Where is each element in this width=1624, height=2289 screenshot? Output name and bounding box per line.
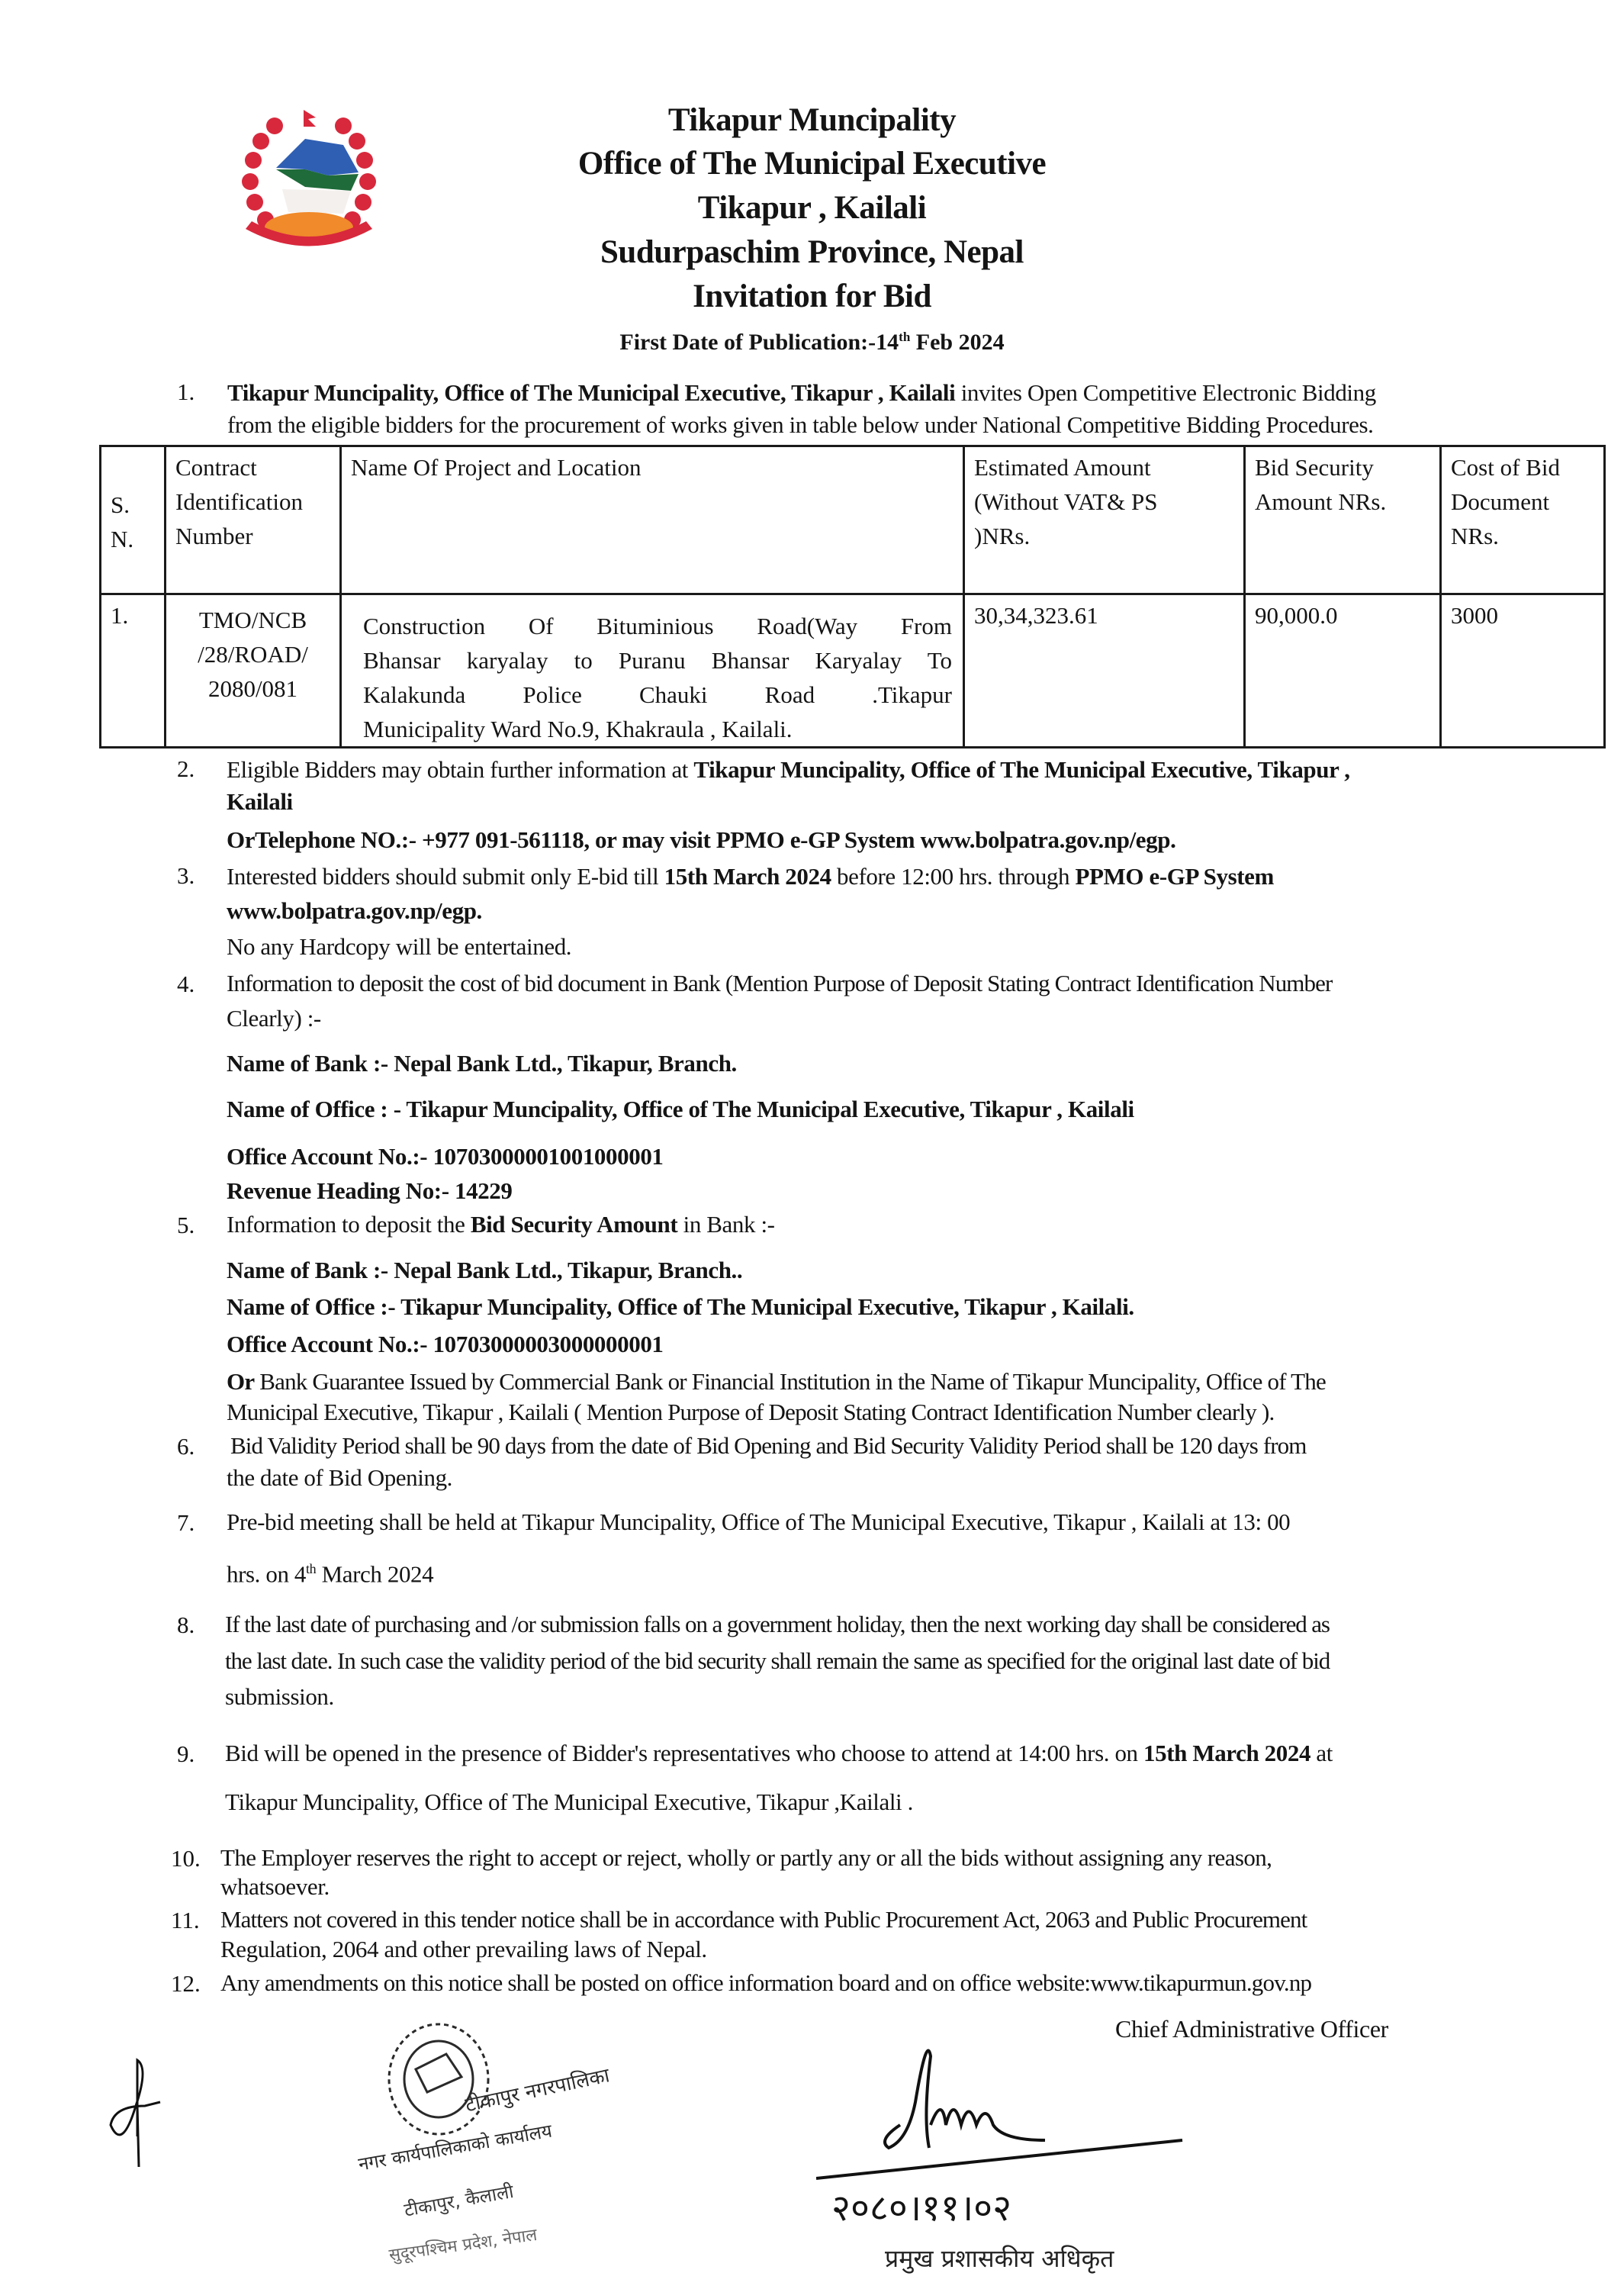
- item-11-text2: Regulation, 2064 and other prevailing laws of Nepal.: [220, 1936, 707, 1962]
- item-7-text2: [227, 1554, 433, 1589]
- item-3-date: 15th March 2024: [664, 863, 831, 890]
- header-sn-line: N.: [111, 525, 134, 552]
- project-line: Construction Of Bituminious Road(Way From: [363, 613, 952, 639]
- header-cost-line: Cost of Bid: [1451, 454, 1560, 481]
- item-3-url: [227, 897, 482, 926]
- item-8-text2: the last date. In such case the validity period of the bid security shall remain the same as specified for the original last date of bid: [225, 1647, 1330, 1674]
- item-8-text3: submission.: [225, 1683, 334, 1710]
- item-5-guarantee-text: Bank Guarantee Issued by Commercial Bank or Financial Institution in the Name of Tikapur Muncipality, Office of The: [254, 1368, 1326, 1395]
- item-3-plain1: Interested bidders should submit only E-bid till: [227, 863, 664, 890]
- item-5-or: Or: [227, 1368, 255, 1395]
- item-2-bold2: [227, 787, 293, 816]
- item-4-number: 4.: [177, 971, 195, 997]
- item-3-note: No any Hardcopy will be entertained.: [227, 933, 572, 960]
- header-security-line: Amount NRs.: [1255, 488, 1387, 515]
- item-5-text: [227, 1210, 775, 1239]
- cell-bid-security: 90,000.0: [1245, 594, 1441, 748]
- seal-line-4: सुदूरपश्चिम प्रदेश, नेपाल: [388, 2225, 539, 2265]
- cell-estimate: 30,34,323.61: [964, 594, 1245, 748]
- item-6-text2: the date of Bid Opening.: [227, 1464, 453, 1491]
- item-7-post: March 2024: [316, 1560, 434, 1588]
- header-estimate-line: Estimated Amount: [974, 454, 1151, 481]
- item-2-number: 2.: [177, 755, 195, 782]
- header-project-label: Name Of Project and Location: [351, 454, 642, 481]
- publication-date: [0, 330, 1624, 356]
- item-5-pre: Information to deposit the: [227, 1211, 471, 1238]
- item-8-number: 8.: [177, 1611, 195, 1638]
- cell-project: [341, 594, 964, 748]
- item-5-guarantee: [227, 1367, 1326, 1396]
- header-location: Tikapur , Kailali: [697, 190, 927, 226]
- item-11-number: 11.: [171, 1907, 200, 1933]
- initial-signature-icon: [107, 2052, 198, 2175]
- publication-sup: th: [899, 330, 911, 344]
- cao-nepali-title: प्रमुख प्रशासकीय अधिकृत: [885, 2244, 1114, 2273]
- item-7-pre: hrs. on 4: [227, 1560, 307, 1588]
- item-3-text: [227, 862, 1274, 891]
- item-5-bold: Bid Security Amount: [470, 1211, 678, 1238]
- item-1-text: [227, 378, 1376, 407]
- item-3-system: PPMO e-GP System: [1075, 863, 1274, 890]
- publication-prefix: First Date of Publication:-14: [619, 330, 899, 355]
- cell-cost: 3000: [1441, 594, 1605, 748]
- header-project: [341, 446, 964, 594]
- office-seal-stamp: [356, 2014, 633, 2281]
- item-1-bold: Tikapur Muncipality, Office of The Municipal Executive, Tikapur , Kailali: [227, 379, 956, 406]
- header-sn: [101, 446, 166, 594]
- item-12-number: 12.: [171, 1970, 201, 1997]
- item-9-number: 9.: [177, 1740, 195, 1767]
- project-line: Bhansar karyalay to Puranu Bhansar Karyalay To: [363, 647, 952, 674]
- item-6-text: Bid Validity Period shall be 90 days from the date of Bid Opening and Bid Security Validity Period shall be 120 days from: [230, 1432, 1307, 1459]
- item-8-text: If the last date of purchasing and /or submission falls on a government holiday, then the next working day shall be considered as: [225, 1611, 1330, 1637]
- cin-line: TMO/NCB: [198, 607, 307, 633]
- seal-line-1: टीकापुर नगरपालिका: [463, 2064, 612, 2117]
- item-9-plain: Bid will be opened in the presence of Bidder's representatives who choose to attend at 14:00 hrs. on: [225, 1740, 1144, 1766]
- item-6-number: 6.: [177, 1433, 195, 1460]
- header-cin-line: Number: [175, 523, 253, 549]
- item-10-text2: whatsoever.: [220, 1873, 330, 1900]
- item-2-bold: Tikapur Muncipality, Office of The Municipal Executive, Tikapur ,: [693, 756, 1350, 783]
- designation-label: Chief Administrative Officer: [1115, 2015, 1388, 2043]
- seal-line-2: नगर कार्यपालिकाको कार्यालय: [356, 2120, 554, 2175]
- item-4-revenue: Revenue Heading No:- 14229: [227, 1177, 513, 1204]
- cao-signature-icon: [816, 2026, 1259, 2182]
- item-7-text: Pre-bid meeting shall be held at Tikapur Muncipality, Office of The Municipal Executive, Tikapur , Kailali at 13: 00: [227, 1508, 1291, 1535]
- item-1-line2: from the eligible bidders for the procurement of works given in table below under National Competitive Bidding Procedures.: [227, 411, 1374, 438]
- item-10-number: 10.: [171, 1845, 201, 1872]
- item-2-contact: OrTelephone NO.:- +977 091-561118, or may visit PPMO e-GP System www.bolpatra.gov.np/egp.: [227, 826, 1176, 853]
- item-4-bank: Name of Bank :- Nepal Bank Ltd., Tikapur, Branch.: [227, 1050, 737, 1077]
- seal-line-3: टीकापुर, कैलाली: [402, 2181, 516, 2221]
- item-9-text: [225, 1739, 1333, 1768]
- item-5-account: Office Account No.:- 10703000003000000001: [227, 1331, 664, 1357]
- header-cost-line: NRs.: [1451, 523, 1499, 549]
- bid-table: [99, 445, 1606, 749]
- header-estimate: [964, 446, 1245, 594]
- header-sn-line: S.: [111, 491, 130, 518]
- header-estimate-line: )NRs.: [974, 523, 1031, 549]
- header-cin-line: Identification: [175, 488, 303, 515]
- cin-line: 2080/081: [207, 675, 298, 702]
- header-office: Office of The Municipal Executive: [577, 146, 1047, 182]
- item-5-bank: Name of Bank :- Nepal Bank Ltd., Tikapur, Branch..: [227, 1257, 743, 1283]
- item-1-rest: invites Open Competitive Electronic Bidding: [955, 379, 1376, 406]
- item-5-office: Name of Office :- Tikapur Muncipality, Office of The Municipal Executive, Tikapur , Kailali.: [227, 1293, 1134, 1320]
- handwritten-date: २०८०।११।०२: [831, 2187, 1012, 2229]
- item-4-account: Office Account No.:- 10703000001001000001: [227, 1143, 664, 1170]
- header-bid-security: [1245, 446, 1441, 594]
- item-3-number: 3.: [177, 862, 195, 889]
- item-2-plain: Eligible Bidders may obtain further information at: [227, 756, 694, 783]
- item-7-sup: th: [306, 1561, 317, 1576]
- item-5-post: in Bank :-: [677, 1211, 775, 1238]
- item-12-text: Any amendments on this notice shall be posted on office information board and on office website:www.tikapurmun.gov.np: [220, 1969, 1312, 1996]
- publication-suffix: Feb 2024: [910, 330, 1005, 355]
- header-cost-line: Document: [1451, 488, 1550, 515]
- item-4-text: Information to deposit the cost of bid document in Bank (Mention Purpose of Deposit Stating Contract Identification Number: [227, 970, 1333, 996]
- page-title: Invitation for Bid: [693, 278, 931, 314]
- project-line: Municipality Ward No.9, Khakraula , Kailali.: [363, 716, 793, 742]
- item-9-text2: Tikapur Muncipality, Office of The Municipal Executive, Tikapur ,Kailali .: [225, 1788, 913, 1815]
- header-cost: [1441, 446, 1605, 594]
- table-header-row: [101, 446, 1605, 594]
- item-9-date: 15th March 2024: [1143, 1740, 1311, 1766]
- header-estimate-line: (Without VAT& PS: [974, 488, 1158, 515]
- item-2-text: [227, 755, 1350, 784]
- header-org: Tikapur Muncipality: [667, 102, 957, 138]
- cell-sn: 1.: [101, 594, 166, 748]
- seal-emblem-icon: [374, 2014, 503, 2144]
- project-line: Kalakunda Police Chauki Road .Tikapur: [363, 681, 952, 708]
- item-4-text2: Clearly) :-: [227, 1005, 321, 1032]
- table-row: [101, 594, 1605, 748]
- item-11-text: Matters not covered in this tender notice shall be in accordance with Public Procurement Act, 2063 and Public Procurement: [220, 1906, 1307, 1933]
- header-contract-id: [166, 446, 341, 594]
- item-1-number: 1.: [177, 378, 195, 405]
- item-3-plain2: before 12:00 hrs. through: [831, 863, 1076, 890]
- item-2-kailali: Kailali: [227, 788, 293, 815]
- item-4-office: Name of Office : - Tikapur Muncipality, Office of The Municipal Executive, Tikapur , Kailali: [227, 1096, 1134, 1122]
- cell-contract-id: [166, 594, 341, 748]
- item-9-end: at: [1310, 1740, 1333, 1766]
- item-3-url-text: www.bolpatra.gov.np/egp.: [227, 897, 482, 924]
- item-7-number: 7.: [177, 1509, 195, 1536]
- header-security-line: Bid Security: [1255, 454, 1374, 481]
- item-5-number: 5.: [177, 1212, 195, 1238]
- item-5-guarantee2: Municipal Executive, Tikapur , Kailali ( Mention Purpose of Deposit Stating Contract Identification Number clearly ).: [227, 1399, 1275, 1425]
- cin-line: /28/ROAD/: [198, 641, 308, 668]
- header-province: Sudurpaschim Province, Nepal: [600, 234, 1024, 270]
- header-cin-line: Contract: [175, 454, 257, 481]
- item-10-text: The Employer reserves the right to accept or reject, wholly or partly any or all the bids without assigning any reason,: [220, 1844, 1272, 1871]
